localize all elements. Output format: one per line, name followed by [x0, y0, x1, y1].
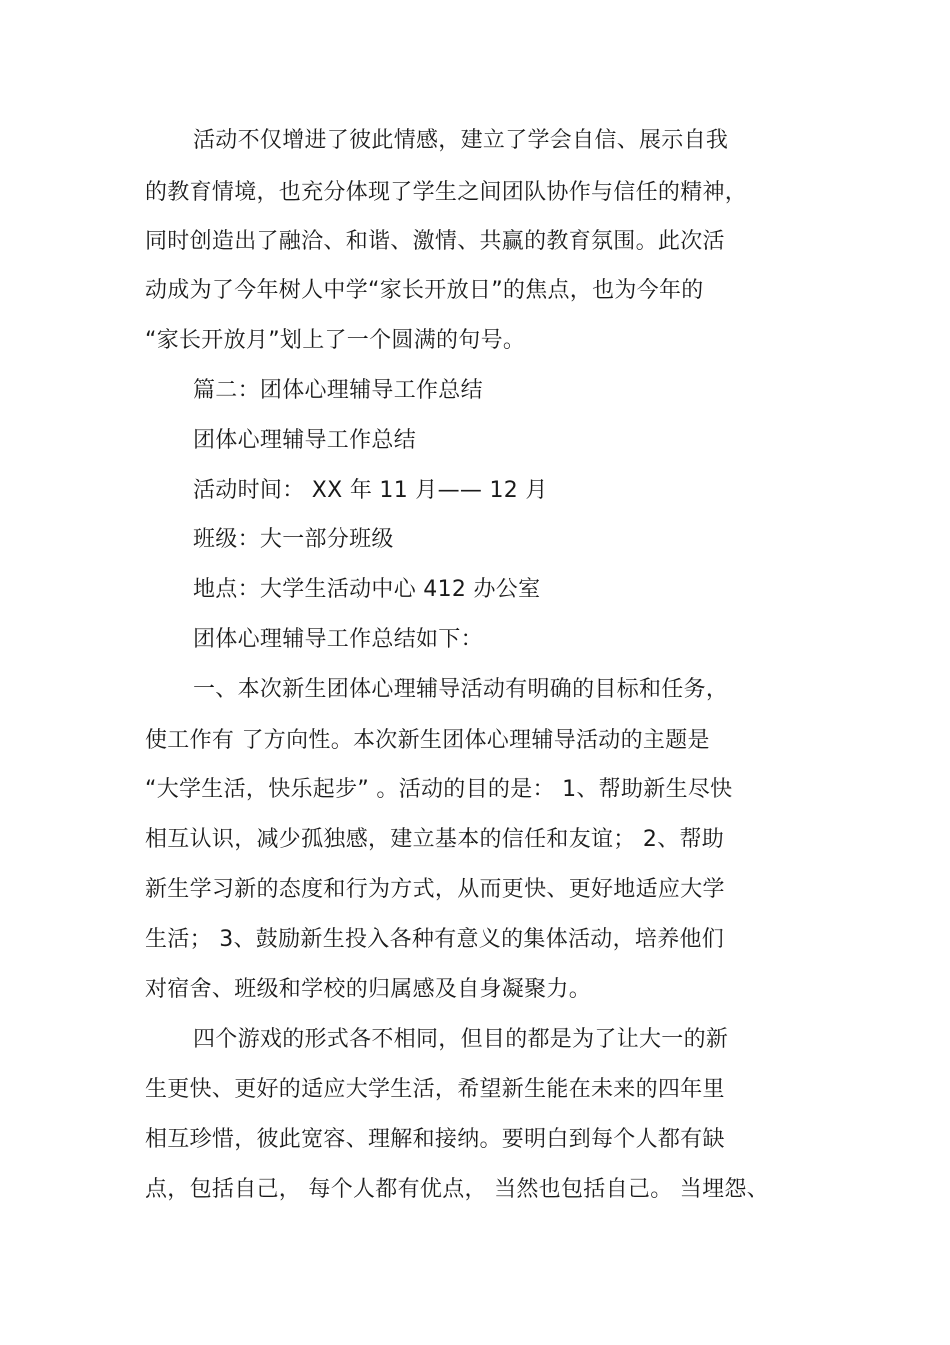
paragraph-line: 动成为了今年树人中学“家长开放日”的焦点，也为今年的 [145, 278, 704, 303]
paragraph-line: 对宿舍、班级和学校的归属感及自身凝聚力。 [145, 977, 592, 1002]
paragraph-line: 同时创造出了融洽、和谐、激情、共赢的教育氛围。此次活 [145, 229, 725, 254]
paragraph-line: 点，包括自己， 每个人都有优点， 当然也包括自己。 当埋怨、 [145, 1177, 769, 1202]
section-subtitle: 团体心理辅导工作总结 [193, 428, 417, 453]
summary-intro: 团体心理辅导工作总结如下： [193, 627, 483, 652]
paragraph-line: 新生学习新的态度和行为方式，从而更快、更好地适应大学 [145, 877, 725, 902]
paragraph-line: “大学生活，快乐起步” 。活动的目的是： 1、帮助新生尽快 [145, 777, 733, 802]
class-info: 班级：大一部分班级 [193, 527, 394, 552]
paragraph-line: 一、本次新生团体心理辅导活动有明确的目标和任务， [193, 677, 729, 702]
section-title: 篇二：团体心理辅导工作总结 [193, 378, 483, 403]
paragraph-line: 活动不仅增进了彼此情感，建立了学会自信、展示自我 [193, 128, 729, 153]
location-info: 地点：大学生活动中心 412 办公室 [193, 577, 541, 602]
paragraph-line: 生活； 3、鼓励新生投入各种有意义的集体活动，培养他们 [145, 927, 725, 952]
activity-time: 活动时间： XX 年 11 月—— 12 月 [193, 478, 548, 503]
paragraph-line: 的教育情境，也充分体现了学生之间团队协作与信任的精神， [145, 180, 748, 205]
paragraph-line: 使工作有 了方向性。本次新生团体心理辅导活动的主题是 [145, 728, 710, 753]
paragraph-line: 四个游戏的形式各不相同，但目的都是为了让大一的新 [193, 1027, 729, 1052]
paragraph-line: 生更快、更好的适应大学生活，希望新生能在未来的四年里 [145, 1077, 725, 1102]
paragraph-line: “家长开放月”划上了一个圆满的句号。 [145, 328, 526, 353]
paragraph-line: 相互认识，减少孤独感，建立基本的信任和友谊； 2、帮助 [145, 827, 725, 852]
paragraph-line: 相互珍惜，彼此宽容、理解和接纳。要明白到每个人都有缺 [145, 1127, 725, 1152]
